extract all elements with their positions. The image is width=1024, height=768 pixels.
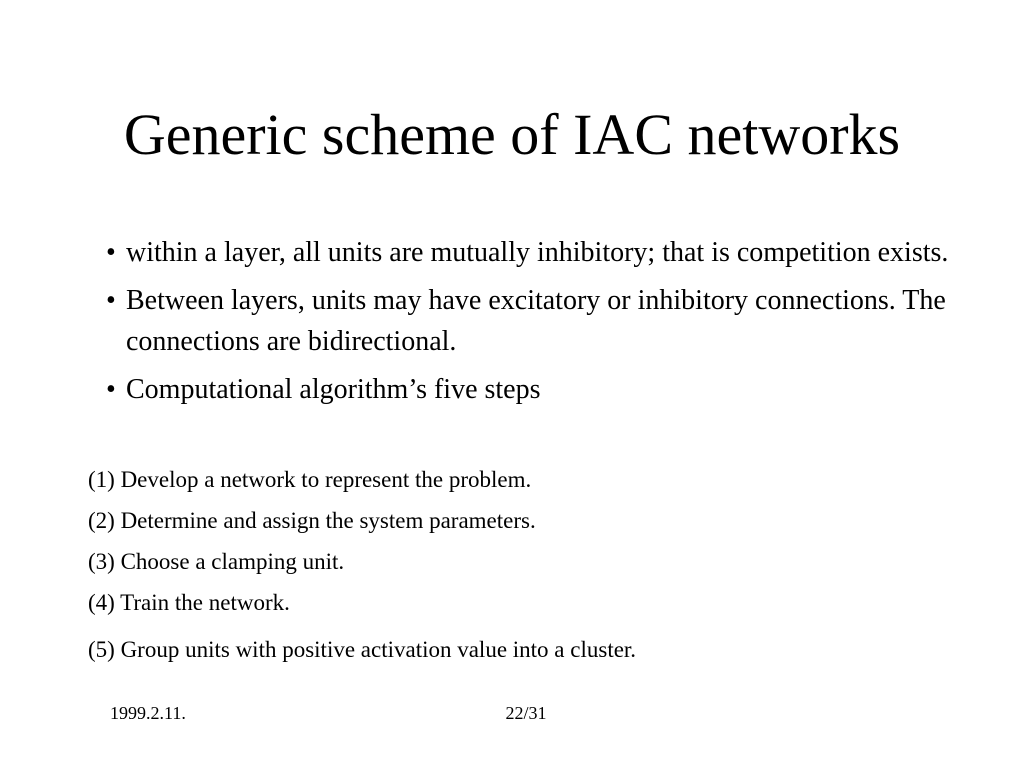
step-item-1: (1) Develop a network to represent the problem. [88,467,532,492]
bullet-list [88,232,988,410]
step-item-2: (2) Determine and assign the system parameters. [88,508,536,533]
bullet-item [88,369,988,410]
slide-title: Generic scheme of IAC networks [123,102,901,167]
step-item-4: (4) Train the network. [88,590,290,615]
bullet-icon: • [106,237,116,268]
step-item-3: (3) Choose a clamping unit. [88,549,345,574]
step-item-5: (5) Group units with positive activation value into a cluster. [88,637,637,662]
bullet-text: Computational algorithm’s five steps [126,374,541,405]
bullet-icon: • [106,285,116,316]
footer-date: 1999.2.11. [110,703,186,723]
bullet-item [88,280,988,362]
bullet-item [88,232,988,273]
bullet-text: within a layer, all units are mutually inhibitory; that is competition exists. [126,237,949,268]
footer-page-number: 22/31 [505,703,547,723]
step-list [88,464,988,666]
bullet-text: Between layers, units may have excitatory or inhibitory connections. The connections are bidirectional. [126,285,946,357]
bullet-icon: • [106,374,116,405]
